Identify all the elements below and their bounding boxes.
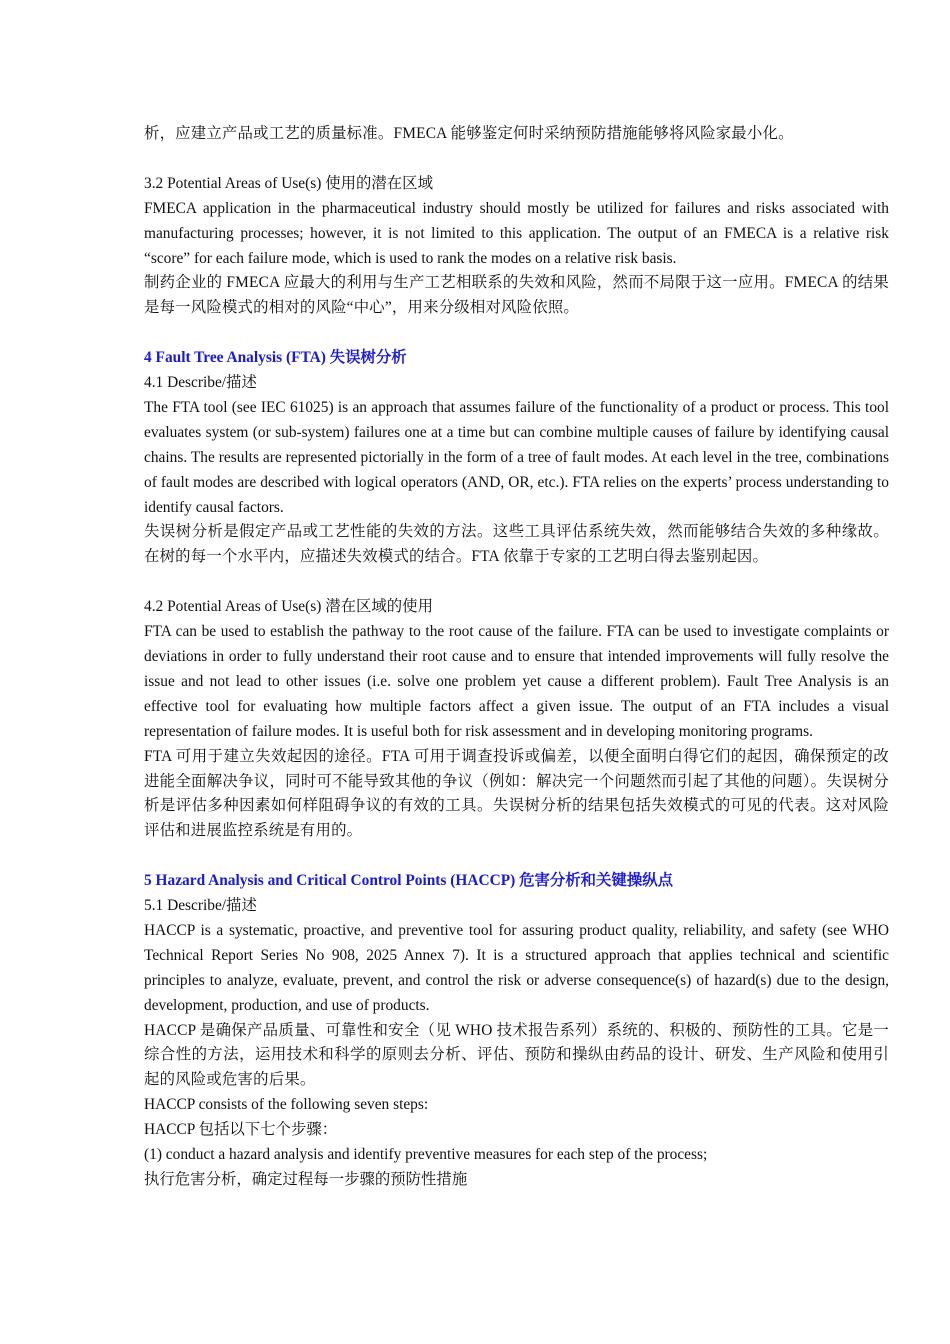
- section-4-1-title: 4.1 Describe/描述: [144, 374, 257, 392]
- document-page: [144, 122, 889, 1193]
- section-3-2-chinese: 制药企业的 FMECA 应最大的利用与生产工艺相联系的失效和风险，然而不局限于这一应用。FMECA 的结果是每一风险模式的相对的风险“中心”，用来分级相对风险依照。: [144, 274, 889, 317]
- spacer: [144, 321, 889, 346]
- section-5-heading: 5 Hazard Analysis and Critical Control Points (HACCP) 危害分析和关键操纵点: [144, 872, 673, 890]
- spacer: [144, 844, 889, 869]
- section-4-1-english: The FTA tool (see IEC 61025) is an approach that assumes failure of the functionality of a product or process. This tool evaluates system (or sub-system) failures one at a time but can combine multiple causes of failure by identifying causal chains. The results are represented pictorially in the form of a tree of fault modes. At each level in the tree, combinations of fault modes are described with logical operators (AND, OR, etc.). FTA relies on the experts’ process understanding to identify causal factors.: [144, 398, 889, 516]
- spacer: [144, 147, 889, 172]
- spacer: [144, 570, 889, 595]
- haccp-steps-intro-english: HACCP consists of the following seven steps:: [144, 1096, 429, 1114]
- section-5-1-chinese: HACCP 是确保产品质量、可靠性和安全（见 WHO 技术报告系列）系统的、积极的、预防性的工具。它是一综合性的方法，运用技术和科学的原则去分析、评估、预防和操纵由药品的设计、研发、生产风险和使用引起的风险或危害的后果。: [144, 1021, 889, 1089]
- section-4-2-english: FTA can be used to establish the pathway to the root cause of the failure. FTA can be used to investigate complaints or deviations in order to fully understand their root cause and to ensure that intended improvements will fully resolve the issue and not lead to other issues (i.e. solve one problem yet cause a different problem). Fault Tree Analysis is an effective tool for evaluating how multiple factors affect a given issue. The output of an FTA includes a visual representation of failure modes. It is useful both for risk assessment and in developing monitoring programs.: [144, 623, 889, 740]
- section-3-2-title: 3.2 Potential Areas of Use(s) 使用的潜在区域: [144, 174, 433, 192]
- section-3-2-english: FMECA application in the pharmaceutical industry should mostly be utilized for failures and risks associated with manufacturing processes; however, it is not limited to this application. The output of an FMECA is a relative risk “score” for each failure mode, which is used to rank the modes on a relative risk basis.: [144, 199, 889, 267]
- section-5-1-english: HACCP is a systematic, proactive, and preventive tool for assuring product quality, reliability, and safety (see WHO Technical Report Series No 908, 2025 Annex 7). It is a structured approach that applies technical and scientific principles to analyze, evaluate, prevent, and control the risk or adverse consequence(s) of hazard(s) due to the design, development, production, and use of products.: [144, 921, 889, 1014]
- haccp-steps-intro-chinese: HACCP 包括以下七个步骤：: [144, 1121, 338, 1139]
- section-4-heading: 4 Fault Tree Analysis (FTA) 失误树分析: [144, 349, 407, 367]
- intro-paragraph: 析，应建立产品或工艺的质量标准。FMECA 能够鉴定何时采纳预防措施能够将风险家最小化。: [144, 125, 794, 142]
- section-4-2-chinese: FTA 可用于建立失效起因的途径。FTA 可用于调查投诉或偏差，以便全面明白得它们的起因，确保预定的改进能全面解决争议，同时可不能导致其他的争议（例如：解决完一个问题然而引起了其他的问题）。失误树分析是评估多种因素如何样阻碍争议的有效的工具。失误树分析的结果包括失效模式的可见的代表。这对风险评估和进展监控系统是有用的。: [144, 747, 889, 840]
- haccp-step-1-chinese: 执行危害分析，确定过程每一步骤的预防性措施: [144, 1171, 468, 1188]
- section-4-2-title: 4.2 Potential Areas of Use(s) 潜在区域的使用: [144, 598, 433, 616]
- section-4-1-chinese: 失误树分析是假定产品或工艺性能的失效的方法。这些工具评估系统失效，然而能够结合失效的多种缘故。在树的每一个水平内，应描述失效模式的结合。FTA 依靠于专家的工艺明白得去鉴别起因。: [144, 523, 889, 566]
- haccp-step-1-english: (1) conduct a hazard analysis and identify preventive measures for each step of the process;: [144, 1146, 708, 1164]
- section-5-1-title: 5.1 Describe/描述: [144, 897, 257, 915]
